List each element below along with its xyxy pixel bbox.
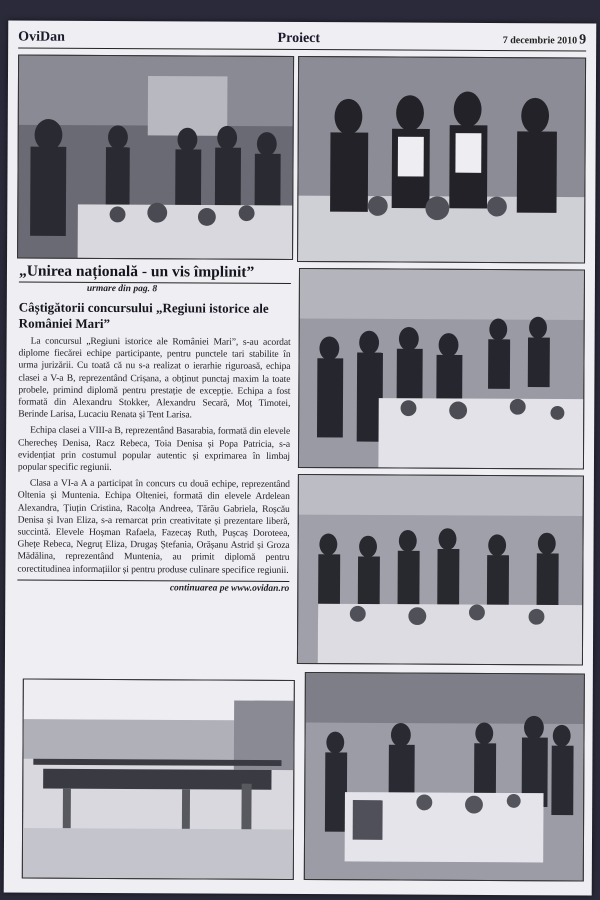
article-paragraph: La concursul „Regiuni istorice ale României Mari”, s-au acordat diplome fiecărei echipe participante, pentru punctele tari stabilite în urma jurizării. Cu toată că nu s-a realizat o ierarhie riguroasă, echipa clasei a V-a B, reprezentând Crișana, a obținut punctaj maxim la toate probele, primind diplomă pentru prestație de excepție. Echipa a fost formată din Alexandru Stokker, Alexandru Secară, Moț Timotei, Berinde Larisa, Lucaciu Renata și Tent Larisa. <box>18 335 291 421</box>
continued-on-link[interactable]: continuarea pe www.ovidan.ro <box>17 579 289 593</box>
photo-exhibit-table-2 <box>297 474 584 665</box>
article-paragraph: Clasa a VI-a A a participat în concurs cu două echipe, reprezentând Oltenia și Muntenia. Echipa Olteniei, formată din elevele Ardelean Alexandra, Țiuțin Cristina, Racolța Andreea, Tărău Gabriela, Roșcău Denisa și Ivan Eliza, s-a remarcat prin creativitate și prezentare liberă, succintă. Elevele Hoșman Rafaela, Fazecaș Ruth, Pușcaș Doroteea, Ghețe Rebeca, Negruț Eliza, Drugaș Ștefania, Orășanu Astrid și Groza Mădălina, reprezentând Muntenia, au primit diplomă pentru corectitudinea informațiilor și pentru produse culinare specifice regiunii. <box>17 477 290 576</box>
article <box>17 263 291 674</box>
photo-exhibition-hall <box>22 679 295 880</box>
photo-exhibit-table-1 <box>298 268 585 469</box>
page-header <box>18 29 586 52</box>
newspaper-page <box>4 20 597 895</box>
section-title: Proiect <box>277 30 321 47</box>
continued-from-note: urmare din pag. 8 <box>86 283 158 295</box>
date-block <box>503 32 587 48</box>
photo-exhibit-table-3 <box>304 672 585 881</box>
article-paragraph: Echipa clasei a VIII-a B, reprezentând Basarabia, formată din elevele Cherecheș Denisa, Racz Rebeca, Toia Denisa și Popa Patricia, s-a evidențiat prin costumul popular autentic și exprimarea în limbaj popular specific regiunii. <box>17 425 291 474</box>
photo-girls-in-costumes <box>297 56 586 264</box>
page-number: 9 <box>579 32 587 48</box>
issue-date: 7 decembrie 2010 <box>502 35 578 47</box>
brand-name: OviDan <box>18 29 65 45</box>
article-subhead: Câștigătorii concursului „Regiuni istorice ale României Mari” <box>18 299 269 332</box>
article-headline: „Unirea națională - un vis împlinit” <box>19 263 291 284</box>
photo-girls-at-table-1 <box>17 55 294 260</box>
